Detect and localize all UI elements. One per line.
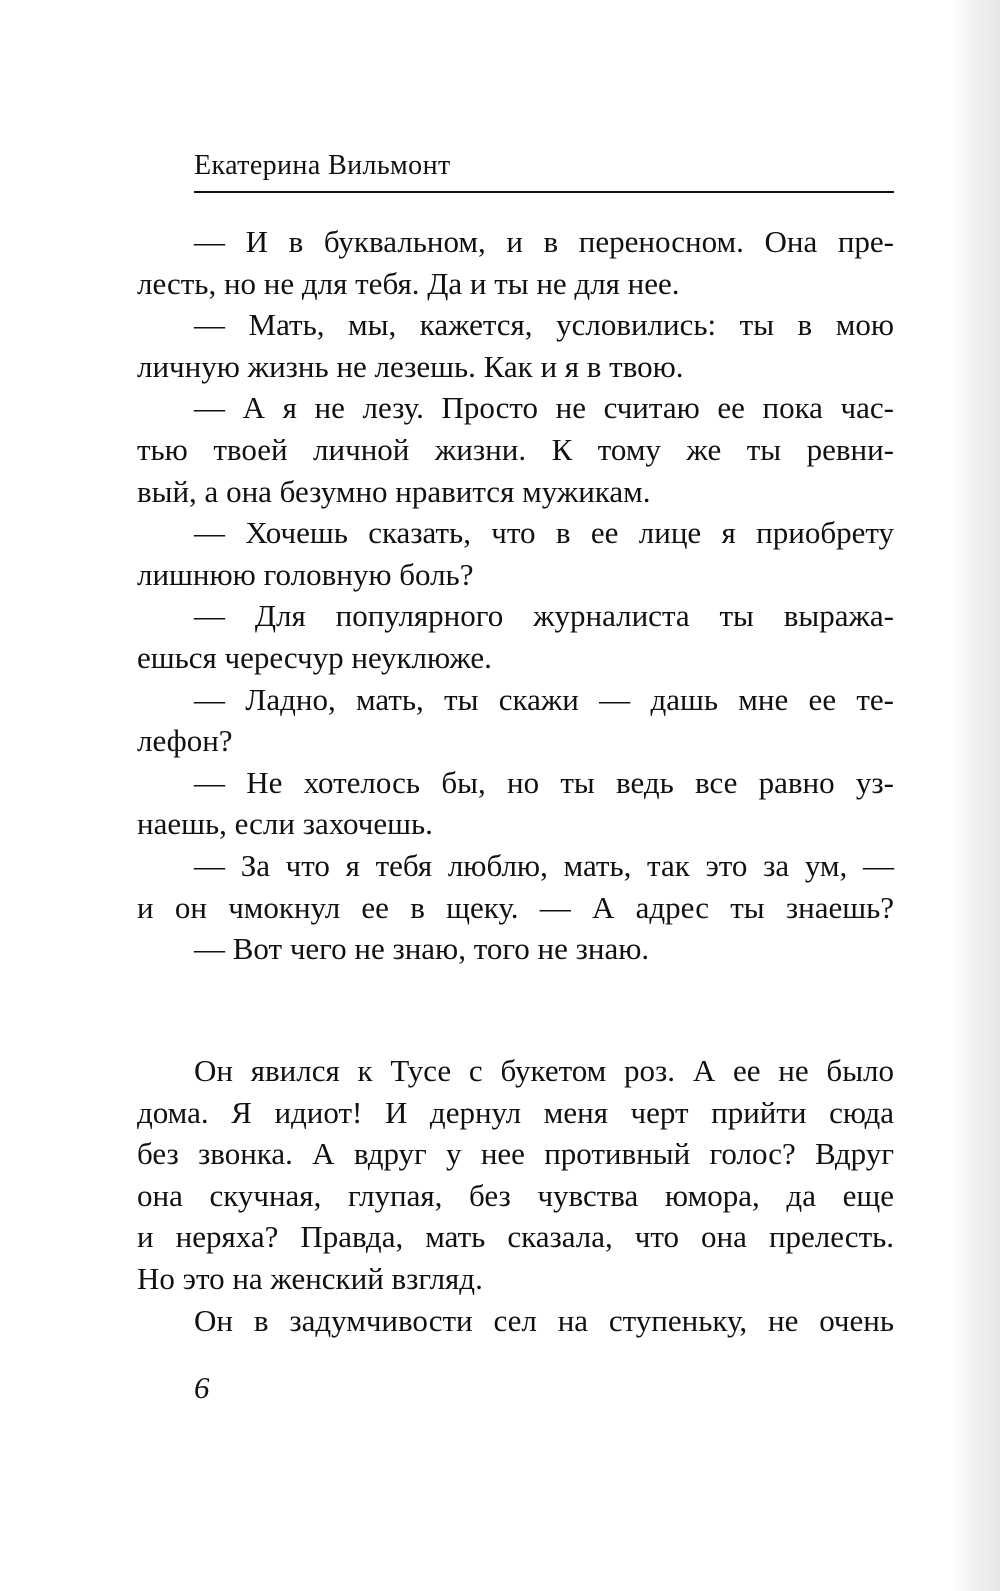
text-line: — А я не лезу. Просто не считаю ее пока час- <box>194 390 894 426</box>
text-line: без звонка. А вдруг у нее противный голос? Вдруг <box>137 1136 894 1172</box>
text-line: тью твоей личной жизни. К тому же ты ревни- <box>137 431 894 467</box>
text-line: и он чмокнул ее в щеку. — А адрес ты знаешь? <box>137 889 894 925</box>
text-line: — Хочешь сказать, что в ее лице я приобрету <box>194 515 894 551</box>
text-line: — За что я тебя люблю, мать, так это за ум, — <box>194 847 894 883</box>
text-line: — Для популярного журналиста ты выража- <box>194 598 894 634</box>
text-line: — Не хотелось бы, но ты ведь все равно уз- <box>194 764 894 800</box>
text-line: лесть, но не для тебя. Да и ты не для нее. <box>137 265 680 301</box>
page-edge-shadow <box>952 0 1000 1591</box>
text-line: — Вот чего не знаю, того не знаю. <box>194 931 650 967</box>
running-head-author: Екатерина Вильмонт <box>194 150 451 181</box>
text-line: лишнюю головную боль? <box>137 556 474 592</box>
text-line: Он в задумчивости сел на ступеньку, не очень <box>194 1302 894 1338</box>
text-line: личную жизнь не лезешь. Как и я в твою. <box>137 348 684 384</box>
text-line: — Ладно, мать, ты скажи — дашь мне ее те- <box>194 681 894 717</box>
text-line: Но это на женский взгляд. <box>137 1260 483 1296</box>
text-line: наешь, если захочешь. <box>137 806 433 842</box>
page-number: 6 <box>194 1370 210 1405</box>
narrative-block <box>137 1050 894 1341</box>
dialogue-block <box>137 221 894 970</box>
text-line: ешься чересчур неуклюже. <box>137 639 492 675</box>
text-line: вый, а она безумно нравится мужикам. <box>137 473 651 509</box>
text-line: дома. Я идиот! И дернул меня черт прийти сюда <box>137 1094 894 1130</box>
text-line: лефон? <box>137 723 233 759</box>
text-line: Он явился к Тусе с букетом роз. А ее не было <box>194 1053 894 1088</box>
text-line: и неряха? Правда, мать сказала, что она прелесть. <box>137 1219 894 1255</box>
text-line: — Мать, мы, кажется, условились: ты в мою <box>194 307 894 343</box>
text-line: — И в буквальном, и в переносном. Она пре- <box>194 224 894 259</box>
text-line: она скучная, глупая, без чувства юмора, да еще <box>137 1177 894 1213</box>
header-rule <box>194 191 894 193</box>
